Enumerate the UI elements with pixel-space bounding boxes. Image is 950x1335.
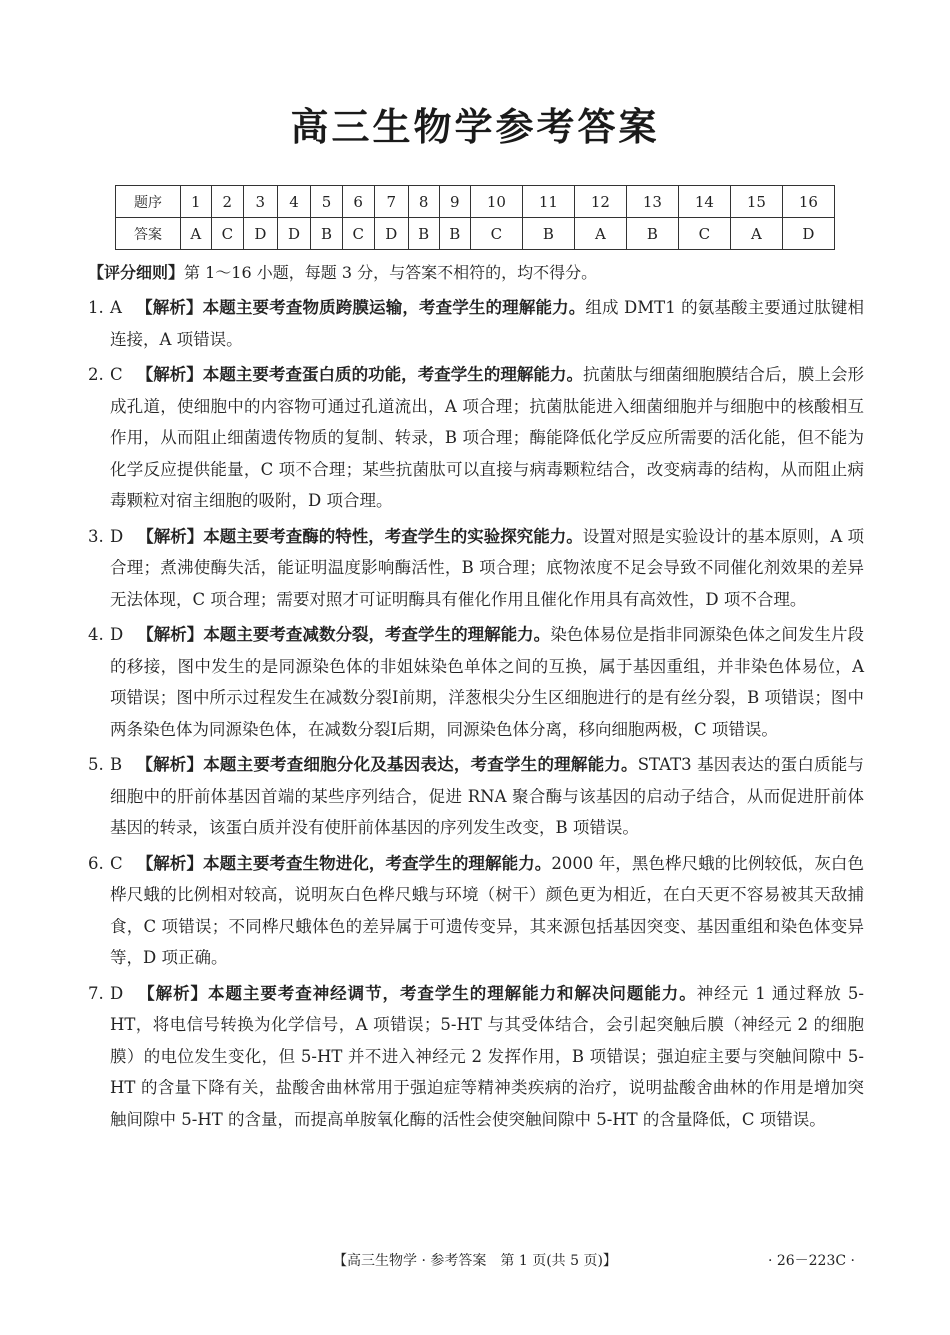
item-analysis-body: 组成 DMT1 的氨基酸主要通过肽键相连接，A 项错误。	[110, 298, 864, 349]
item-answer: A	[110, 298, 122, 317]
question-number: 7	[374, 186, 408, 218]
answer-table	[115, 185, 835, 250]
item-analysis-body: 神经元 1 通过释放 5-HT，将电信号转换为化学信号，A 项错误；5-HT 与其受体结合，会引起突触后膜（神经元 2 的细胞膜）的电位发生变化，但 5-HT 并不进入神经元 2 发挥作用，B 项错误；强迫症主要与突触间隙中 5-HT 的含量下降有关，盐酸舍曲林常用于强迫症等精神类疾病的治疗，说明盐酸舍曲林的作用是增加突触间隙中 5-HT 的含量，而提高单胺氧化酶的活性会使突触间隙中 5-HT 的含量降低，C 项错误。	[110, 983, 865, 1129]
scoring-rule-text: 第 1～16 小题，每题 3 分，与答案不相符的，均不得分。	[184, 263, 598, 282]
answer-cell: A	[574, 218, 626, 250]
answer-cell: C	[342, 218, 374, 250]
answer-cell: A	[181, 218, 212, 250]
item-analysis-heading: 【解析】本题主要考查神经调节，考查学生的理解能力和解决问题能力。	[137, 983, 697, 1003]
explanation-item	[88, 848, 864, 974]
explanation-list	[88, 292, 864, 1139]
item-answer: D	[110, 983, 124, 1003]
scoring-rule	[88, 262, 868, 284]
answer-cell: B	[408, 218, 439, 250]
answer-cell: C	[678, 218, 730, 250]
answer-cell: D	[374, 218, 408, 250]
item-analysis-heading: 【解析】本题主要考查细胞分化及基因表达，考查学生的理解能力。	[136, 755, 638, 774]
question-number: 16	[782, 186, 834, 218]
item-answer: D	[110, 526, 124, 546]
item-number: 1.	[88, 298, 104, 317]
item-answer: C	[110, 853, 123, 873]
explanation-item	[88, 619, 864, 745]
explanation-item	[88, 749, 864, 844]
scoring-rule-label: 【评分细则】	[88, 263, 185, 282]
answer-cell: C	[470, 218, 522, 250]
question-number: 9	[439, 186, 470, 218]
answer-cell: B	[311, 218, 342, 250]
item-number: 6.	[88, 853, 104, 873]
explanation-item	[88, 978, 864, 1136]
answer-cell: D	[277, 218, 311, 250]
item-number: 7.	[88, 983, 104, 1003]
answer-cell: B	[522, 218, 574, 250]
question-number: 15	[730, 186, 782, 218]
item-analysis-heading: 【解析】本题主要考查蛋白质的功能，考查学生的理解能力。	[136, 365, 583, 384]
item-number: 4.	[88, 625, 104, 644]
item-answer: D	[110, 625, 124, 644]
answer-table-number-row	[116, 186, 835, 218]
item-answer: B	[110, 755, 123, 774]
question-number: 11	[522, 186, 574, 218]
answer-cell: D	[243, 218, 277, 250]
question-number: 4	[277, 186, 311, 218]
item-number: 2.	[88, 365, 104, 384]
row-label-answer: 答案	[116, 218, 181, 250]
question-number: 13	[626, 186, 678, 218]
document-code: · 26－223C ·	[767, 1253, 855, 1269]
item-analysis-heading: 【解析】本题主要考查减数分裂，考查学生的理解能力。	[137, 625, 551, 644]
question-number: 14	[678, 186, 730, 218]
item-analysis-heading: 【解析】本题主要考查酶的特性，考查学生的实验探究能力。	[137, 526, 583, 546]
item-analysis-body: 抗菌肽与细菌细胞膜结合后，膜上会形成孔道，使细胞中的内容物可通过孔道流出，A 项合理；抗菌肽能进入细菌细胞并与细胞中的核酸相互作用，从而阻止细菌遗传物质的复制、转录，B 项合理；酶能降低化学反应所需要的活化能，但不能为化学反应提供能量，C 项不合理；某些抗菌肽可以直接与病毒颗粒结合，改变病毒的结构，从而阻止病毒颗粒对宿主细胞的吸附，D 项合理。	[110, 365, 864, 510]
answer-cell: C	[211, 218, 243, 250]
answer-cell: D	[782, 218, 834, 250]
question-number: 6	[342, 186, 374, 218]
item-number: 3.	[88, 526, 104, 546]
row-label-number: 题序	[116, 186, 181, 218]
question-number: 12	[574, 186, 626, 218]
question-number: 3	[243, 186, 277, 218]
explanation-item	[88, 359, 864, 517]
answer-cell: A	[730, 218, 782, 250]
item-analysis-body: 设置对照是实验设计的基本原则，A 项合理；煮沸使酶失活，能证明温度影响酶活性，B 项合理；底物浓度不足会导致不同催化剂效果的差异无法体现，C 项合理；需要对照才可证明酶具有催化作用且催化作用具有高效性，D 项不合理。	[110, 526, 864, 609]
question-number: 1	[181, 186, 212, 218]
explanation-item	[88, 521, 864, 616]
explanation-item	[88, 292, 864, 355]
answer-cell: B	[626, 218, 678, 250]
page-footer: 【高三生物学 · 参考答案 第 1 页(共 5 页)】	[333, 1253, 617, 1269]
item-analysis-heading: 【解析】本题主要考查物质跨膜运输，考查学生的理解能力。	[135, 298, 586, 317]
answer-cell: B	[439, 218, 470, 250]
item-answer: C	[110, 365, 123, 384]
question-number: 8	[408, 186, 439, 218]
item-number: 5.	[88, 755, 104, 774]
question-number: 5	[311, 186, 342, 218]
question-number: 10	[470, 186, 522, 218]
item-analysis-body: STAT3 基因表达的蛋白质能与细胞中的肝前体基因首端的某些序列结合，促进 RNA 聚合酶与该基因的启动子结合，从而促进肝前体基因的转录，该蛋白质并没有使肝前体基因的序列发生改变，B 项错误。	[110, 755, 865, 837]
answer-table-answer-row	[116, 218, 835, 250]
item-analysis-body: 染色体易位是指非同源染色体之间发生片段的移接，图中发生的是同源染色体的非姐妹染色单体之间的互换，属于基因重组，并非染色体易位，A 项错误；图中所示过程发生在减数分裂Ⅰ前期，洋葱根尖分生区细胞进行的是有丝分裂，B 项错误；图中两条染色体为同源染色体，在减数分裂Ⅰ后期，同源染色体分离，移向细胞两极，C 项错误。	[110, 625, 865, 739]
question-number: 2	[211, 186, 243, 218]
page-title: 高三生物学参考答案	[290, 105, 660, 149]
item-analysis-heading: 【解析】本题主要考查生物进化，考查学生的理解能力。	[136, 853, 552, 873]
item-analysis-body: 2000 年，黑色桦尺蛾的比例较低，灰白色桦尺蛾的比例相对较高，说明灰白色桦尺蛾与环境（树干）颜色更为相近，在白天更不容易被其天敌捕食，C 项错误；不同桦尺蛾体色的差异属于可遗传变异，其来源包括基因突变、基因重组和染色体变异等，D 项正确。	[110, 853, 864, 967]
